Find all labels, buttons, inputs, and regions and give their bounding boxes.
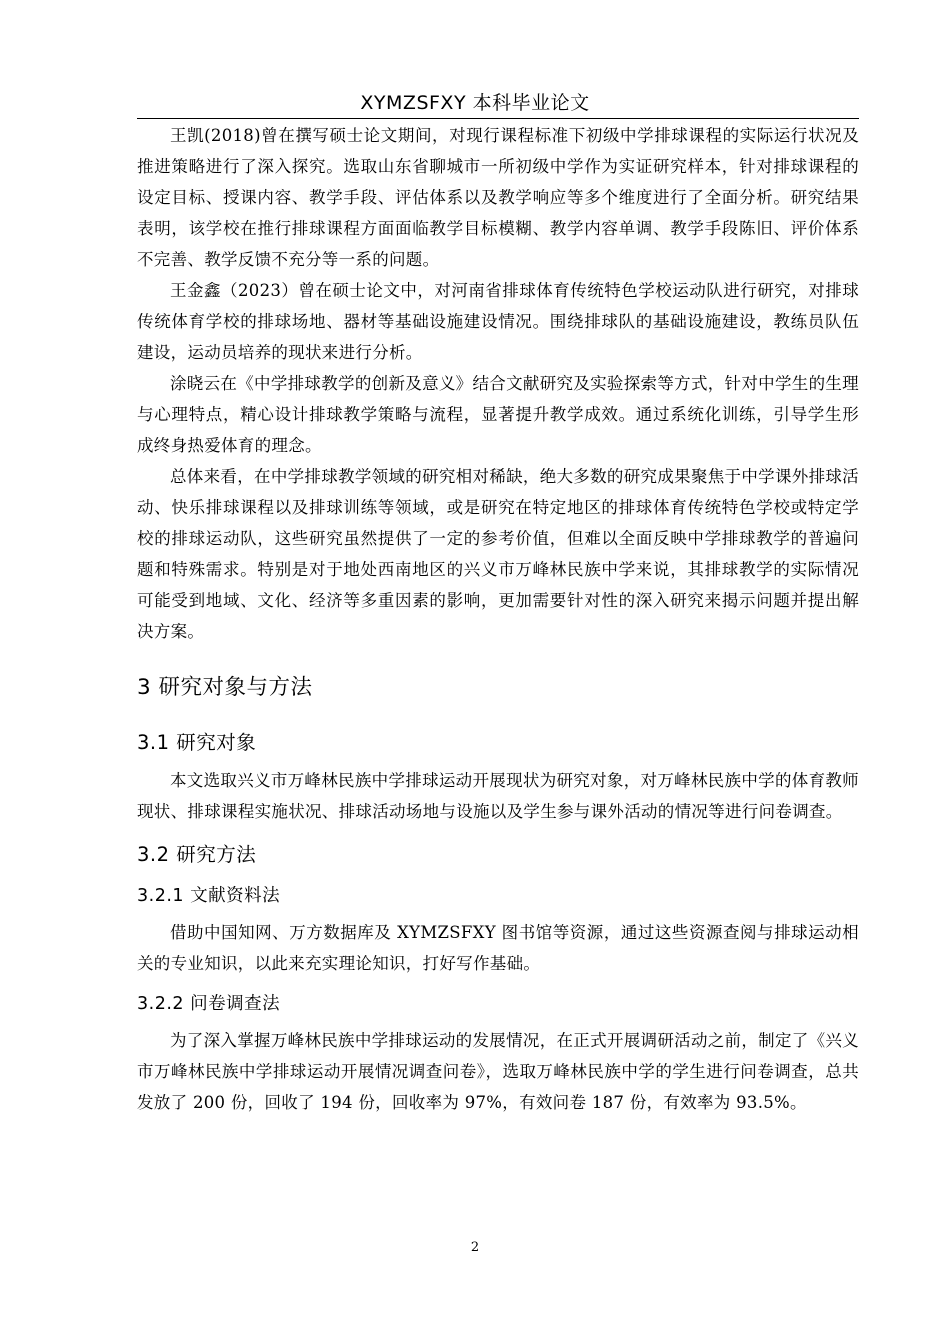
page-number: 2 [470, 1240, 480, 1255]
paragraph-wangjinxin: 王金鑫（2023）曾在硕士论文中，对河南省排球体育传统特色学校运动队进行研究，对排球传统体育学校的排球场地、器材等基础设施建设情况。围绕排球队的基础设施建设，教练员队伍建设，运动员培养的现状来进行分析。 [137, 281, 859, 362]
section-3-2-heading: 3.2 研究方法 [137, 843, 257, 866]
section-3-2-2-text: 为了深入掌握万峰林民族中学排球运动的发展情况，在正式开展调研活动之前，制定了《兴义市万峰林民族中学排球运动开展情况调查问卷》，选取万峰林民族中学的学生进行问卷调查，总共发放了 200 份，回收了 194 份，回收率为 97%，有效问卷 187 份，有效率为 93.5%。 [137, 1031, 859, 1112]
section-3-2-2-heading: 3.2.2 问卷调查法 [137, 994, 281, 1014]
paragraph-summary: 总体来看，在中学排球教学领域的研究相对稀缺，绝大多数的研究成果聚焦于中学课外排球活动、快乐排球课程以及排球训练等领域，或是研究在特定地区的排球体育传统特色学校或特定学校的排球运动队，这些研究虽然提供了一定的参考价值，但难以全面反映中学排球教学的普遍问题和特殊需求。特别是对于地处西南地区的兴义市万峰林民族中学来说，其排球教学的实际情况可能受到地域、文化、经济等多重因素的影响，更加需要针对性的深入研究来揭示问题并提出解决方案。 [137, 467, 859, 641]
section-3-1-text: 本文选取兴义市万峰林民族中学排球运动开展现状为研究对象，对万峰林民族中学的体育教师现状、排球课程实施状况、排球活动场地与设施以及学生参与课外活动的情况等进行问卷调查。 [137, 771, 859, 821]
document-body [137, 120, 859, 1118]
section-3-heading: 3 研究对象与方法 [137, 675, 313, 700]
section-3-1-heading: 3.1 研究对象 [137, 731, 257, 754]
paragraph-tuxiaoyun: 涂晓云在《中学排球教学的创新及意义》结合文献研究及实验探索等方式，针对中学生的生理与心理特点，精心设计排球教学策略与流程，显著提升教学成效。通过系统化训练，引导学生形成终身热爱体育的理念。 [137, 374, 859, 455]
section-3-2-1-heading: 3.2.1 文献资料法 [137, 886, 281, 906]
page-header: XYMZSFXY 本科毕业论文 [360, 92, 590, 114]
section-3-2-1-text: 借助中国知网、万方数据库及 XYMZSFXY 图书馆等资源，通过这些资源查阅与排球运动相关的专业知识，以此来充实理论知识，打好写作基础。 [137, 923, 859, 973]
header-rule [137, 118, 859, 119]
paragraph-wangkai: 王凯(2018)曾在撰写硕士论文期间，对现行课程标准下初级中学排球课程的实际运行状况及推进策略进行了深入探究。选取山东省聊城市一所初级中学作为实证研究样本，针对排球课程的设定目标、授课内容、教学手段、评估体系以及教学响应等多个维度进行了全面分析。研究结果表明，该学校在推行排球课程方面面临教学目标模糊、教学内容单调、教学手段陈旧、评价体系不完善、教学反馈不充分等一系的问题。 [137, 126, 859, 269]
